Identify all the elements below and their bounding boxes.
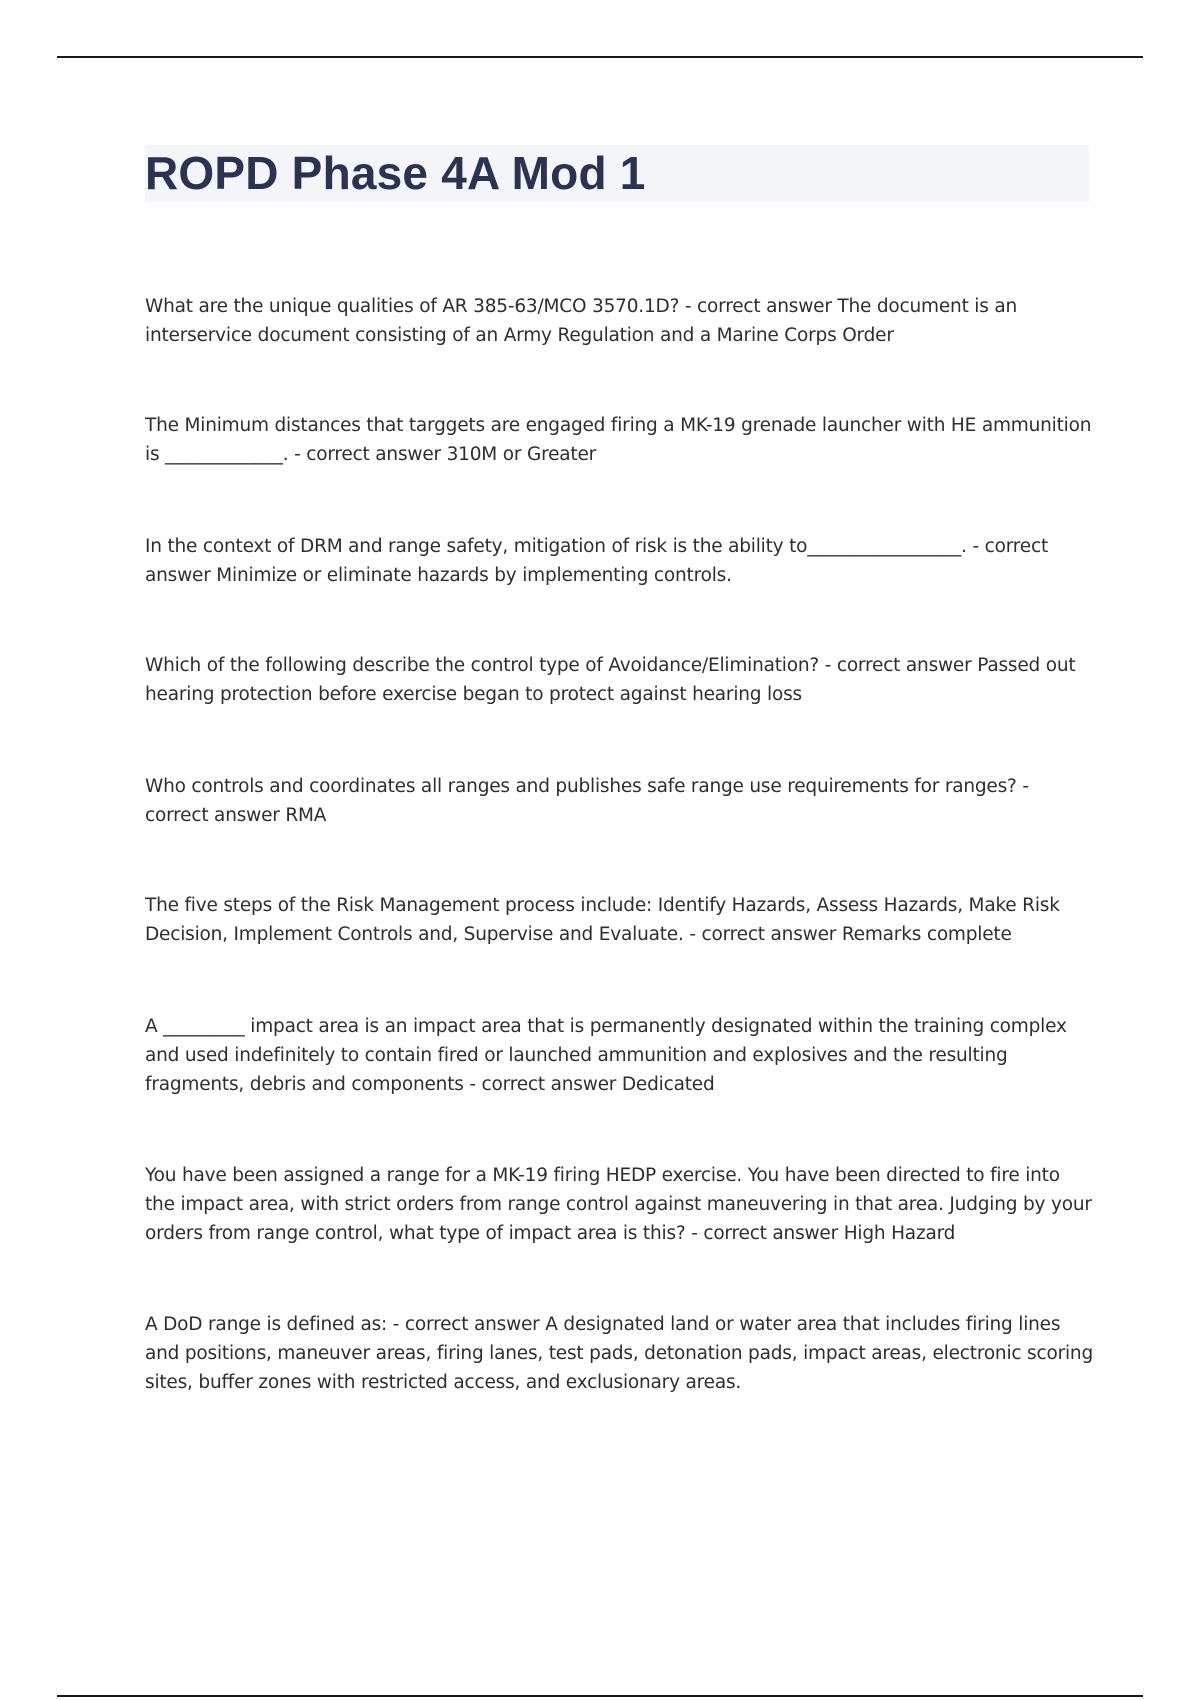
qa-item-1: What are the unique qualities of AR 385-63/MCO 3570.1D? - correct answer The document is an interservice document consisting of an Army Regulation and a Marine Corps Order <box>145 296 1018 346</box>
qa-item-5: Who controls and coordinates all ranges and publishes safe range use requirements for ranges? - correct answer RMA <box>145 776 1029 826</box>
qa-item-7: A _________ impact area is an impact area that is permanently designated within the training complex and used indefinitely to contain fired or launched ammunition and explosives and the resulting fragments, debris and components - correct answer Dedicated <box>145 1016 1067 1095</box>
qa-item-4: Which of the following describe the control type of Avoidance/Elimination? - correct answer Passed out hearing protection before exercise began to protect against hearing loss <box>145 655 1076 705</box>
qa-item-8: You have been assigned a range for a MK-19 firing HEDP exercise. You have been directed to fire into the impact area, with strict orders from range control against maneuvering in that area. Judging by your orders from range control, what type of impact area is this? - correct answer High Hazard <box>145 1165 1092 1244</box>
bottom-rule <box>57 1695 1143 1697</box>
qa-item-6: The five steps of the Risk Management process include: Identify Hazards, Assess Hazards, Make Risk Decision, Implement Controls and, Supervise and Evaluate. - correct answer Remarks complete <box>145 895 1060 945</box>
qa-item-2: The Minimum distances that targgets are engaged firing a MK-19 grenade launcher with HE ammunition is _____________. - correct answer 310M or Greater <box>145 415 1092 465</box>
page-title: ROPD Phase 4A Mod 1 <box>145 147 646 199</box>
qa-item-9: A DoD range is defined as: - correct answer A designated land or water area that includes firing lines and positions, maneuver areas, firing lanes, test pads, detonation pads, impact areas, electronic scoring sites, buffer zones with restricted access, and exclusionary areas. <box>145 1314 1093 1393</box>
qa-item-3: In the context of DRM and range safety, mitigation of risk is the ability to_________________. - correct answer Minimize or eliminate hazards by implementing controls. <box>145 536 1048 586</box>
top-rule <box>57 56 1143 58</box>
